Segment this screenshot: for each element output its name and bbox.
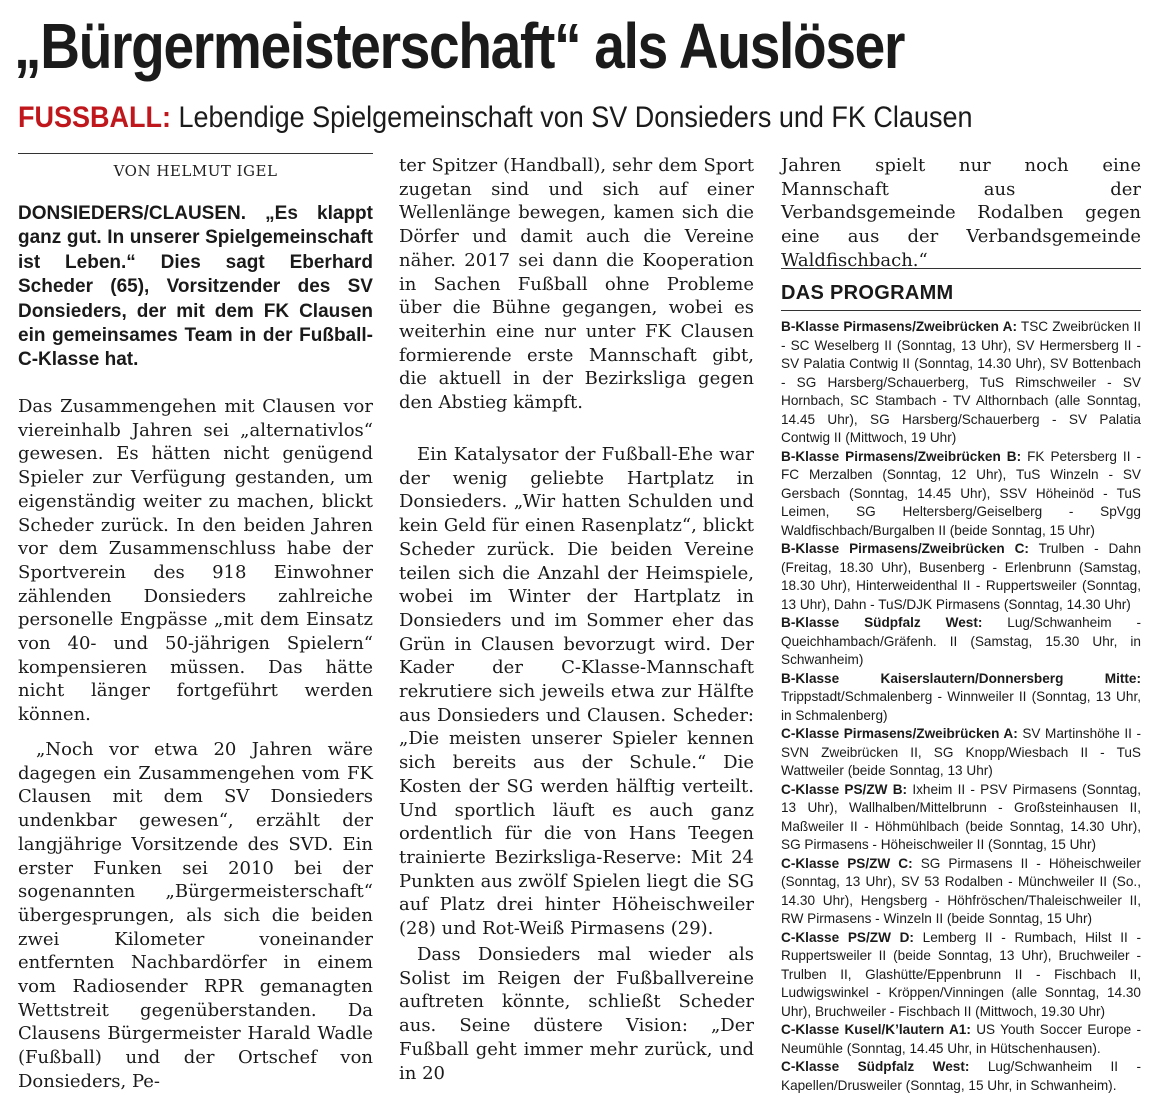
program-entry [781, 929, 1141, 1022]
subheadline: Lebendige Spielgemeinschaft von SV Donsieders und FK Clausen [178, 101, 973, 134]
league-name: B-Klasse Südpfalz West: [781, 615, 983, 630]
program-entry [781, 540, 1141, 614]
league-name: C-Klasse Kusel/K’lautern A1: [781, 1022, 971, 1037]
program-heading: DAS PROGRAMM [781, 282, 954, 304]
byline: VON HELMUT IGEL [113, 162, 278, 180]
fixtures: Lug/Schwanheim II - Kapellen/Drusweiler (Sonntag, 15 Uhr, in Schwanheim). [781, 1059, 1142, 1093]
program-entry [781, 725, 1141, 781]
league-name: B-Klasse Pirmasens/Zweibrücken A: [781, 319, 1017, 334]
program-top-rule [781, 268, 1141, 269]
fixtures: SG Pirmasens II - Höheischweiler (Sonntag, 13 Uhr), SV 53 Rodalben - Münchweiler II (So., 14.30 Uhr), Hengsberg - Höhfröschen/Thaleischweiler II, RW Pirmasens - Winzeln II (beide Sonntag, 15 Uhr) [781, 855, 1141, 926]
league-name: C-Klasse PS/ZW C: [781, 855, 913, 871]
fixtures: Lug/Schwanheim - Queichhambach/Gräfenh. II (Samstag, 15.30 Uhr, in Schwanheim) [781, 615, 1141, 667]
program-entry [781, 1058, 1141, 1095]
program-entry [781, 781, 1141, 855]
fixtures: Lemberg II - Rumbach, Hilst II - Ruppertsweiler II (beide Sonntag, 13 Uhr), Bruchweiler - Trulben II, Glashütte/Eppenbrunn II - Fischbach II, Ludwigswinkel - Kröppen/Vinningen (alle Sonntag, 14.30 Uhr), Bruchweiler - Fischbach II (Mittwoch, 19.30 Uhr) [781, 929, 1142, 1019]
program-entry [781, 1021, 1141, 1058]
program-entry [781, 318, 1141, 448]
byline-rule [18, 153, 373, 154]
program-entry [781, 670, 1141, 726]
program-list [781, 318, 1141, 1095]
body-paragraph: ter Spitzer (Handball), sehr dem Sport zugetan sind und sich auf einer Wellenlänge bewegen, kamen sich die Dörfer und damit auch die Vereine näher. 2017 sei dann die Kooperation in Sachen Fußball ohne Probleme über die Bühne gegangen, wobei es weiterhin eine nur unter FK Clausen formierende erste Mannschaft gibt, die aktuell in der Bezirksliga gegen den Abstieg kämpft. [399, 155, 754, 414]
body-paragraph: Ein Katalysator der Fußball-Ehe war der wenig geliebte Hartplatz in Donsieders. „Wir hatten Schulden und kein Geld für einen Rasenplatz“, blickt Scheder zurück. Die beiden Vereine teilen sich die Anzahl der Heimspiele, wobei im Winter der Hartplatz in Donsieders und im Sommer eher das Grün in Clausen bevorzugt wird. Der Kader der C-Klasse-Mannschaft rekrutiere sich jeweils etwa zur Hälfte aus Donsieders und Clausen. Scheder: „Die meisten unserer Spieler kennen sich bereits aus der Schule.“ Die Kosten der SG werden hälftig verteilt. Und sportlich läuft es auch ganz ordentlich für die von Hans Teegen trainierte Bezirksliga-Reserve: Mit 24 Punkten aus zwölf Spielen liegt die SG auf Platz drei hinter Höheischweiler (28) und Rot-Weiß Pirmasens (29). [399, 444, 754, 940]
league-name: C-Klasse Südpfalz West: [781, 1059, 970, 1074]
program-entry [781, 448, 1141, 541]
kicker: FUSSBALL: [18, 101, 171, 134]
body-paragraph: „Noch vor etwa 20 Jahren wäre dagegen ein Zusammengehen vom FK Clausen mit dem SV Donsieders undenkbar gewesen“, erzählt der langjährige Vorsitzende des SVD. Ein erster Funken sei 2010 bei der sogenannten „Bürgermeisterschaft“ übergesprungen, als sich die beiden zwei Kilometer voneinander entfernten Nachbardörfer in einem vom Radiosender RPR gemanagten Wettstreit gegenüberstanden. Da Clausens Bürgermeister Harald Wadle (Fußball) und der Ortschef von Donsieders, Pe- [18, 739, 373, 1092]
fixtures: SV Martinshöhe II - SVN Zweibrücken II, SG Knopp/Wiesbach II - TuS Wattweiler (beide Sonntag, 13 Uhr) [781, 726, 1141, 778]
lead-paragraph [18, 202, 373, 373]
fixtures: TSC Zweibrücken II - SC Weselberg II (Sonntag, 13 Uhr), SV Hermersberg II - SV Palatia Contwig II (Sonntag, 14.30 Uhr), SV Bottenbach - SG Harsberg/Schauerberg, TuS Rimschweiler - SV Hornbach, SC Stambach - TV Althornbach (alle Sonntag, 14.45 Uhr), SG Harsberg/Schauerberg - SV Palatia Contwig II (Mittwoch, 19 Uhr) [781, 319, 1142, 445]
fixtures: Ixheim II - PSV Pirmasens (Sonntag, 13 Uhr), Wallhalben/Mittelbrunn - Großsteinhausen II, Maßweiler II - Höhmühlbach (beide Sonntag, 14.30 Uhr), SG Pirmasens - Höheischweiler II (Sonntag, 15 Uhr) [781, 781, 1141, 852]
league-name: B-Klasse Pirmasens/Zweibrücken C: [781, 541, 1029, 556]
fixtures: Trulben - Dahn (Freitag, 18.30 Uhr), Busenberg - Erlenbrunn (Samstag, 18.30 Uhr), Hinterweidenthal II - Ruppertsweiler (Sonntag, 13 Uhr), Dahn - TuS/DJK Pirmasens (Sonntag, 14.30 Uhr) [781, 541, 1142, 612]
league-name: C-Klasse Pirmasens/Zweibrücken A: [781, 726, 1018, 741]
subheadline-row [18, 98, 1035, 138]
fixtures: FK Petersberg II - FC Merzalben (Sonntag, 12 Uhr), TuS Winzeln - SV Gersbach (Sonntag, 14.45 Uhr), SSV Höheinöd - TuS Leimen, SG Heltersberg/Geiselberg - SpVgg Waldfischbach/Burgalben II (beide Sonntag, 15 Uhr) [781, 448, 1141, 538]
body-paragraph: Dass Donsieders mal wieder als Solist im Reigen der Fußballvereine auftreten könnte, schließt Scheder aus. Seine düstere Vision: „Der Fußball geht immer mehr zurück, und in 20 [399, 944, 754, 1084]
fixtures: Trippstadt/Schmalenberg - Winnweiler II (Sonntag, 13 Uhr, in Schmalenberg) [781, 689, 1141, 723]
program-rule [781, 310, 1141, 311]
fixtures: US Youth Soccer Europe - Neumühle (Sonntag, 14.45 Uhr, in Hütschenhausen). [781, 1022, 1141, 1056]
program-entry [781, 614, 1141, 670]
program-entry [781, 855, 1141, 929]
lead-text: „Es klappt ganz gut. In unserer Spielgemeinschaft ist Leben.“ Dies sagt Eberhard Scheder (65), Vorsitzender des SV Donsieders, der mit dem FK Clausen ein gemeinsames Team in der Fußball-C-Klasse hat. [18, 203, 373, 371]
dateline: DONSIEDERS/CLAUSEN. [18, 203, 247, 224]
body-paragraph: Jahren spielt nur noch eine Mannschaft aus der Verbandsgemeinde Rodalben gegen eine aus der Verbandsgemeinde Waldfischbach.“ [781, 155, 1141, 271]
headline: „Bürgermeisterschaft“ als Auslöser [14, 10, 905, 82]
league-name: C-Klasse PS/ZW B: [781, 781, 908, 797]
body-paragraph: Das Zusammengehen mit Clausen vor viereinhalb Jahren sei „alternativlos“ gewesen. Es hätten nicht genügend Spieler zur Verfügung gestanden, um eigenständig weiter zu machen, blickt Scheder zurück. In den beiden Jahren vor dem Zusammenschluss habe der Sportverein des 918 Einwohner zählenden Donsieders zahlreiche personelle Engpässe „mit dem Einsatz von 40- und 50-jährigen Spielern“ kompensieren müssen. Das hätte nicht länger fortgeführt werden können. [18, 396, 373, 726]
league-name: B-Klasse Kaiserslautern/Donnersberg Mitte: [781, 670, 1141, 686]
league-name: C-Klasse PS/ZW D: [781, 929, 914, 945]
league-name: B-Klasse Pirmasens/Zweibrücken B: [781, 448, 1022, 464]
